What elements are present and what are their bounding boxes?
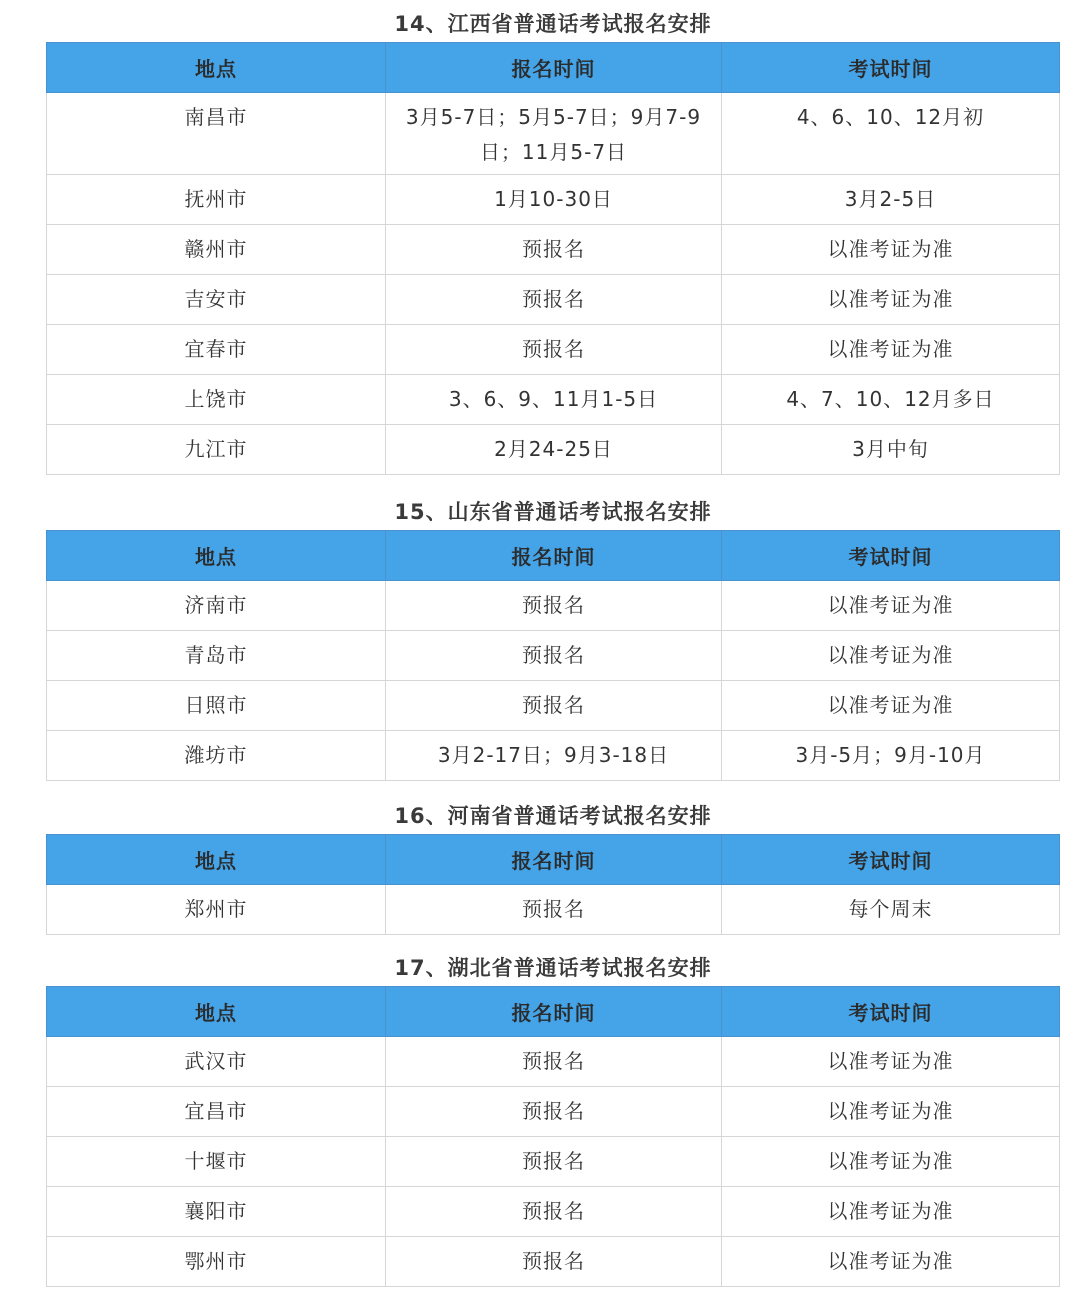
column-header-registration-time: 报名时间 [386,987,722,1037]
column-header-location: 地点 [47,987,386,1037]
column-header-location: 地点 [47,43,386,93]
cell-location: 武汉市 [47,1037,386,1087]
table-row [47,1187,1060,1237]
cell-registration-time: 预报名 [386,581,722,631]
cell-registration-time: 1月10-30日 [386,175,722,225]
table-row [47,681,1060,731]
cell-exam-time: 每个周末 [722,885,1060,935]
table-row [47,425,1060,475]
column-header-exam-time: 考试时间 [722,835,1060,885]
cell-exam-time: 3月中旬 [722,425,1060,475]
cell-location: 日照市 [47,681,386,731]
cell-exam-time: 以准考证为准 [722,225,1060,275]
table-header-row [47,987,1060,1037]
cell-registration-time: 预报名 [386,631,722,681]
section-title-shandong: 15、山东省普通话考试报名安排 [394,500,712,524]
table-row [47,1087,1060,1137]
table-row [47,275,1060,325]
table-row [47,175,1060,225]
cell-exam-time: 3月2-5日 [722,175,1060,225]
column-header-location: 地点 [47,835,386,885]
column-header-registration-time: 报名时间 [386,531,722,581]
table-row [47,93,1060,175]
table-row [47,225,1060,275]
section-title-hubei: 17、湖北省普通话考试报名安排 [394,956,712,980]
table-header-row [47,43,1060,93]
cell-registration-time: 预报名 [386,325,722,375]
cell-exam-time: 以准考证为准 [722,325,1060,375]
cell-exam-time: 以准考证为准 [722,1237,1060,1287]
cell-exam-time: 3月-5月；9月-10月 [722,731,1060,781]
cell-exam-time: 以准考证为准 [722,275,1060,325]
cell-location: 郑州市 [47,885,386,935]
cell-location: 十堰市 [47,1137,386,1187]
cell-registration-time: 3月2-17日；9月3-18日 [386,731,722,781]
cell-location: 赣州市 [47,225,386,275]
cell-registration-time: 预报名 [386,1137,722,1187]
cell-location: 九江市 [47,425,386,475]
cell-exam-time: 以准考证为准 [722,1037,1060,1087]
cell-exam-time: 以准考证为准 [722,681,1060,731]
cell-location: 济南市 [47,581,386,631]
schedule-table-jiangxi [46,42,1060,475]
table-header-row [47,835,1060,885]
table-row [47,1037,1060,1087]
cell-exam-time: 以准考证为准 [722,1187,1060,1237]
table-header-row [47,531,1060,581]
cell-location: 宜昌市 [47,1087,386,1137]
cell-registration-time: 2月24-25日 [386,425,722,475]
schedule-table-henan [46,834,1060,935]
table-row [47,885,1060,935]
cell-exam-time: 以准考证为准 [722,631,1060,681]
cell-registration-time: 预报名 [386,275,722,325]
cell-location: 青岛市 [47,631,386,681]
cell-location: 襄阳市 [47,1187,386,1237]
column-header-exam-time: 考试时间 [722,43,1060,93]
cell-registration-time: 预报名 [386,1187,722,1237]
cell-registration-time: 预报名 [386,225,722,275]
column-header-location: 地点 [47,531,386,581]
cell-exam-time: 4、7、10、12月多日 [722,375,1060,425]
table-row [47,1137,1060,1187]
table-row [47,375,1060,425]
cell-registration-time: 3月5-7日；5月5-7日；9月7-9日；11月5-7日 [386,93,722,175]
column-header-exam-time: 考试时间 [722,531,1060,581]
schedule-table-shandong [46,530,1060,781]
table-row [47,325,1060,375]
cell-location: 鄂州市 [47,1237,386,1287]
cell-registration-time: 3、6、9、11月1-5日 [386,375,722,425]
cell-location: 南昌市 [47,93,386,175]
schedule-table-hubei [46,986,1060,1287]
cell-exam-time: 4、6、10、12月初 [722,93,1060,175]
table-row [47,1237,1060,1287]
cell-location: 宜春市 [47,325,386,375]
cell-location: 抚州市 [47,175,386,225]
cell-location: 潍坊市 [47,731,386,781]
table-row [47,731,1060,781]
table-row [47,581,1060,631]
cell-exam-time: 以准考证为准 [722,581,1060,631]
table-row [47,631,1060,681]
section-title-jiangxi: 14、江西省普通话考试报名安排 [394,12,712,36]
cell-location: 上饶市 [47,375,386,425]
cell-registration-time: 预报名 [386,1037,722,1087]
cell-location: 吉安市 [47,275,386,325]
cell-registration-time: 预报名 [386,681,722,731]
cell-exam-time: 以准考证为准 [722,1137,1060,1187]
column-header-exam-time: 考试时间 [722,987,1060,1037]
cell-registration-time: 预报名 [386,1087,722,1137]
section-title-henan: 16、河南省普通话考试报名安排 [394,804,712,828]
column-header-registration-time: 报名时间 [386,835,722,885]
cell-registration-time: 预报名 [386,1237,722,1287]
cell-exam-time: 以准考证为准 [722,1087,1060,1137]
cell-registration-time: 预报名 [386,885,722,935]
column-header-registration-time: 报名时间 [386,43,722,93]
